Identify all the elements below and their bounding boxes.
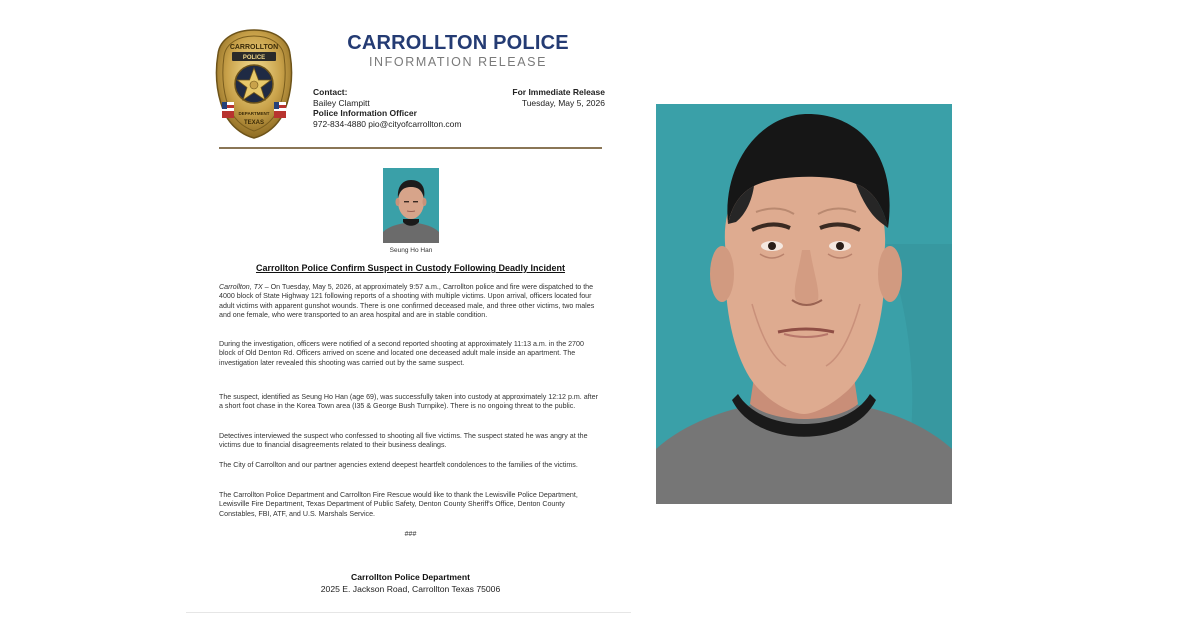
paragraph-3: The suspect, identified as Seung Ho Han (age 69), was successfully taken into custody at approximately 12:12 p.m. after a short foot chase in the Korea Town area (I35 & George Bush Turnpike). There is no ongoing threat to the public. xyxy=(219,393,598,411)
footer-department: Carrollton Police Department xyxy=(351,572,470,582)
contact-label: Contact: xyxy=(313,87,348,97)
suspect-photo-thumbnail xyxy=(383,168,439,243)
release-date: Tuesday, May 5, 2026 xyxy=(521,97,605,108)
dateline: Carrollton, TX xyxy=(219,283,263,291)
release-timing-label: For Immediate Release xyxy=(512,87,605,97)
contact-phone-email: 972-834-4880 pio@cityofcarrollton.com xyxy=(313,118,462,129)
badge-state-text: TEXAS xyxy=(243,120,265,126)
paragraph-1-text: – On Tuesday, May 5, 2026, at approximately 9:57 a.m., Carrollton police and fire were dispatched to the 4000 block of State Highway 121 following reports of a shooting with multiple victims. Upon arrival, officers located four adult victims with apparent gunshot wounds. There is one confirmed deceased male, and three other victims, two males and one female, who were transported to an area hospital and are in stable condition. xyxy=(219,283,595,319)
header-divider xyxy=(219,147,602,149)
footer-address: 2025 E. Jackson Road, Carrollton Texas 75006 xyxy=(320,584,501,594)
paragraph-6: The Carrollton Police Department and Carrollton Fire Rescue would like to thank the Lewisville Police Department, Lewisville Fire Department, Texas Department of Public Safety, Denton County Sheriff's Office, Denton County Constables, FBI, ATF, and U.S. Marshals Service. xyxy=(219,491,578,518)
release-timing xyxy=(470,87,605,108)
contact-title: Police Information Officer xyxy=(313,108,417,118)
release-type: INFORMATION RELEASE xyxy=(368,55,548,69)
suspect-mugshot xyxy=(656,104,952,504)
release-headline: Carrollton Police Confirm Suspect in Custody Following Deadly Incident xyxy=(255,263,566,273)
badge-banner-text: POLICE xyxy=(242,55,266,61)
document-edge xyxy=(186,612,631,613)
contact-block xyxy=(313,87,461,129)
end-mark: ### xyxy=(404,531,417,538)
paragraph-1 xyxy=(219,283,602,320)
contact-name: Bailey Clampitt xyxy=(313,97,370,108)
paragraph-2: During the investigation, officers were notified of a second reported shooting at approximately 11:13 a.m. in the 2700 block of Old Denton Rd. Officers arrived on scene and located one deceased adult male inside an apartment. The investigation later revealed this shooting was carried out by the same suspect. xyxy=(219,340,584,367)
police-badge-logo xyxy=(214,28,294,140)
paragraph-4: Detectives interviewed the suspect who confessed to shooting all five victims. The suspect stated he was angry at the victims due to financial disagreements related to their business dealings. xyxy=(219,432,588,450)
badge-top-text: CARROLLTON xyxy=(229,44,279,51)
paragraph-5: The City of Carrollton and our partner agencies extend deepest heartfelt condolences to the families of the victims. xyxy=(219,461,578,469)
photo-caption: Seung Ho Han xyxy=(389,247,433,254)
agency-name: CARROLLTON POLICE xyxy=(347,32,569,54)
badge-bottom-text: DEPARTMENT xyxy=(238,111,270,116)
